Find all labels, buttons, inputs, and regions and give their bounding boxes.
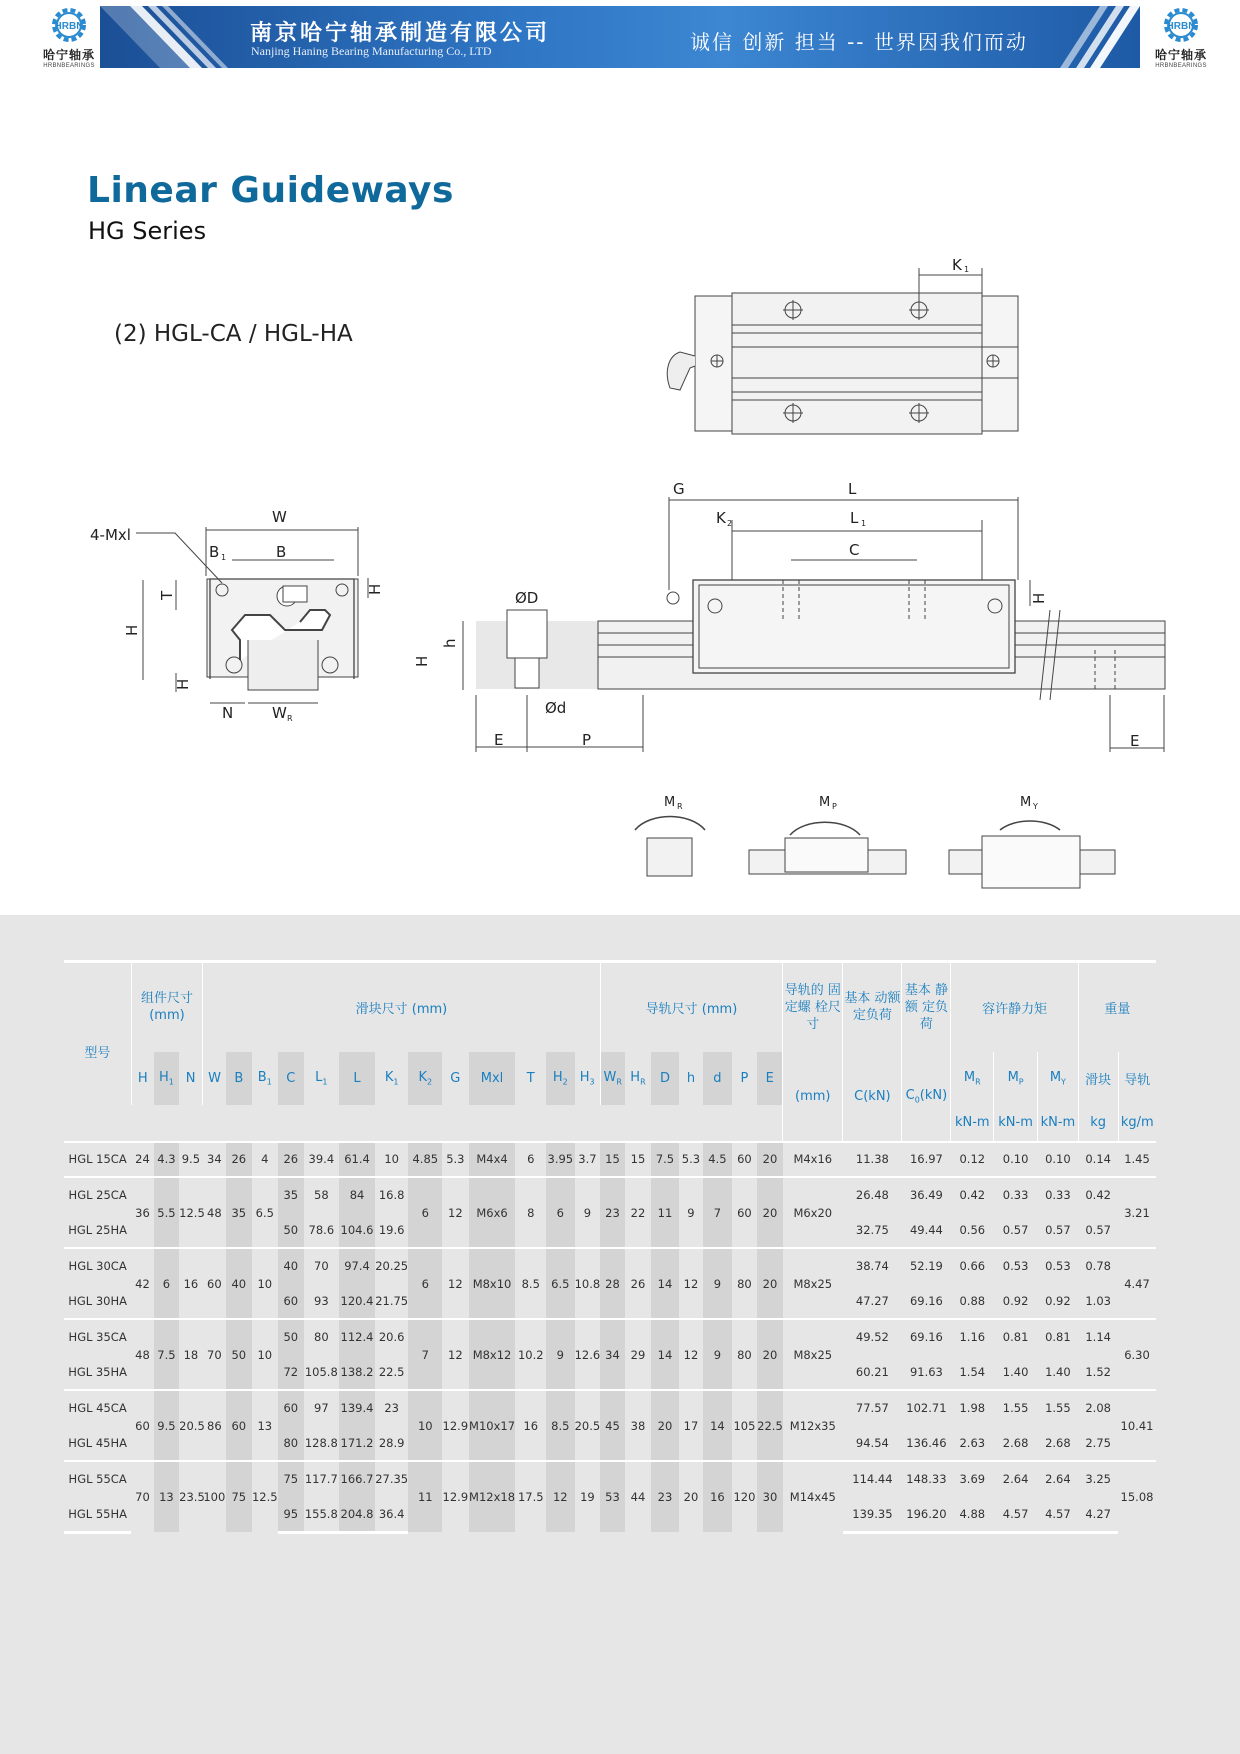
svg-text:1: 1 [861,519,867,528]
svg-text:Y: Y [1033,802,1038,811]
label-my: M [1020,795,1032,810]
gear-logo-icon [1159,5,1203,45]
label-l1: L [850,509,859,527]
end-view [90,508,384,723]
group-weight: 重量 [1078,962,1156,1052]
svg-text:1: 1 [964,265,970,274]
label-e: E [494,731,504,749]
table-row: HGL 45HA 80 128.8 171.2 28.9 94.54 136.46 2.63 2.68 2.68 2.75 [64,1426,1156,1462]
svg-text:R: R [677,802,683,811]
top-view [667,256,1018,434]
label-k1: K [952,256,962,274]
group-assembly: 组件尺寸 (mm) [131,962,202,1052]
label-p: P [582,731,592,749]
svg-text:HRBN: HRBN [1166,21,1196,32]
company-name-cn: 南京哈宁轴承制造有限公司 [250,20,551,46]
label-b1: B [209,543,220,561]
label-k2: K [716,509,726,527]
label-l: L [848,480,857,498]
label-e-rail: E [1130,732,1140,750]
banner-stripes-right [1060,6,1140,68]
label-d: Ød [545,699,567,717]
group-bolt: 导轨的 固定螺 栓尺寸 [783,962,843,1052]
label-c: C [849,541,860,559]
group-block: 滑块尺寸 (mm) [203,962,601,1052]
label-4-mxl: 4-Mxl [90,526,131,544]
logo-sub: HRBNBEARINGS [43,63,95,69]
group-dynamic: 基本 动额 定负荷 [843,962,902,1052]
logo-brand: 哈宁轴承 [1154,48,1207,62]
label-hr: H [413,655,431,667]
table-row: HGL 35HA 72 105.8 138.2 22.5 60.21 91.63 1.54 1.40 1.40 1.52 [64,1355,1156,1391]
logo-brand: 哈宁轴承 [42,48,95,62]
header-banner [100,6,1140,68]
label-h-small: h [441,638,459,648]
label-w: W [272,508,287,526]
label-mp: M [819,795,831,810]
table-row: HGL 30CA 42 6 16 60 40 10 40 70 97.4 20.25 6 12 M8x10 8.5 6.5 10.8 28 26 14 12 9 80 20 M8x25 38.74 52.19 0.66 0.53 0.53 0.78 4.47 [64,1248,1156,1284]
svg-text:2: 2 [727,519,733,528]
spec-table: 型号 组件尺寸 (mm) 滑块尺寸 (mm) 导轨尺寸 (mm) 导轨的 固定螺 栓尺寸 基本 动额 定负荷 基本 静额 定负荷 容许静力矩 重量 H $H_1$ N W B $B_1$ C $L_1$ L $K_1$ $K_2$ G Mxl T $H_2$ $H_3$ $W_R$ $H_R$ D h d P E (mm) C(kN) $C_0(kN)$ $M_R$ $M_P$ $M_Y$ 滑块 导轨 kN-m kN-m kN-m kg kg/m HGL 15CA 24 4.3 9.5 34 26 4 26 39.4 61.4 10 4.85 5.3 M4x4 6 3.95 3.7 15 15 7.5 5.3 4.5 60 20 M4x16 11.38 16.97 0.12 0.10 0.10 0.14 1.45 HGL 25CA 36 5.5 12.5 48 35 6.5 35 58 84 16.8 6 12 M6x6 8 6 9 23 22 11 9 7 60 20 M6x20 26.48 36.49 0.42 0.33 0.33 0.42 3.21 HGL 25HA 50 78.6 104.6 19.6 32.75 49.44 0.56 0.57 0.57 0.57 HGL 30CA 42 6 16 60 40 10 40 70 97.4 20.25 6 12 M8x10 8.5 6.5 10.8 28 26 14 12 9 80 20 M8x25 38.74 52.19 0.66 0.53 0.53 0.78 4.47 HGL 30HA 60 93 120.4 21.75 47.27 69.16 0.88 0.92 0.92 1.03 HGL 35CA 48 7.5 18 70 50 10 50 80 112.4 20.6 7 12 M8x12 10.2 9 12.6 34 29 14 12 9 80 20 M8x25 49.52 69.16 1.16 0.81 0.81 1.14 6.30 HGL 35HA 72 105.8 138.2 22.5 60.21 91.63 1.54 1.40 1.40 1.52 HGL 45CA 60 9.5 20.5 86 60 13 60 97 139.4 23 10 12.9 M10x17 16 8.5 20.5 45 38 20 17 14 105 22.5 M12x35 77.57 102.71 1.98 1.55 1.55 2.08 10.41 HGL 45HA 80 128.8 171.2 28.9 94.54 136.46 2.63 2.68 2.68 2.75 HGL 55CA 70 13 23.5 100 75 12.5 75 117.7 166.7 27.35 11 12.9 M12x18 17.5 12 19 53 44 23 20 16 120 30 M14x45 114.44 148.33 3.69 2.64 2.64 3.25 15.08 HGL 55HA 95 155.8 204.8 36.4 139.35 196.20 4.88 4.57 4.57 4.27 [64,960,1156,1534]
col-model: 型号 [64,962,131,1142]
technical-drawing [0,240,1240,900]
slogan: 诚信 创新 担当 -- 世界因我们而动 [690,30,1028,54]
model-heading: (2) HGL-CA / HGL-HA [114,321,353,347]
company-logo-left [34,5,104,69]
table-row: HGL 45CA 60 9.5 20.5 86 60 13 60 97 139.4 23 10 12.9 M10x17 16 8.5 20.5 45 38 20 17 14 105 22.5 M12x35 77.57 102.71 1.98 1.55 1.55 2.08 10.41 [64,1390,1156,1426]
table-row: HGL 25HA 50 78.6 104.6 19.6 32.75 49.44 0.56 0.57 0.57 0.57 [64,1213,1156,1249]
page-subtitle: HG Series [88,217,207,245]
group-rail: 导轨尺寸 (mm) [600,962,782,1052]
group-moment: 容许静力矩 [951,962,1078,1052]
table-row: HGL 25CA 36 5.5 12.5 48 35 6.5 35 58 84 16.8 6 12 M6x6 8 6 9 23 22 11 9 7 60 20 M6x20 26.48 36.49 0.42 0.33 0.33 0.42 3.21 [64,1177,1156,1213]
label-od: ØD [515,589,539,607]
company-logo-right [1146,5,1216,69]
table-row: HGL 55HA 95 155.8 204.8 36.4 139.35 196.20 4.88 4.57 4.57 4.27 [64,1497,1156,1533]
label-h2: H [366,583,384,595]
company-name-en: Nanjing Haning Bearing Manufacturing Co., LTD [251,44,492,58]
label-h1: H [174,678,192,690]
table-row: HGL 35CA 48 7.5 18 70 50 10 50 80 112.4 20.6 7 12 M8x12 10.2 9 12.6 34 29 14 12 9 80 20 M8x25 49.52 69.16 1.16 0.81 0.81 1.14 6.30 [64,1319,1156,1355]
label-g: G [673,480,685,498]
moment-icons [635,795,1115,888]
svg-text:R: R [287,714,293,723]
svg-text:P: P [832,802,837,811]
table-row: HGL 15CA 24 4.3 9.5 34 26 4 26 39.4 61.4 10 4.85 5.3 M4x4 6 3.95 3.7 15 15 7.5 5.3 4.5 60 20 M4x16 11.38 16.97 0.12 0.10 0.10 0.14 1.45 [64,1142,1156,1178]
logo-sub: HRBNBEARINGS [1155,63,1207,69]
label-t: T [158,590,176,600]
gear-logo-icon [47,5,91,45]
label-mr: M [664,795,676,810]
label-h3: H [1030,592,1048,604]
svg-text:HRBN: HRBN [54,21,84,32]
page-title: Linear Guideways [87,170,454,211]
table-row: HGL 30HA 60 93 120.4 21.75 47.27 69.16 0.88 0.92 0.92 1.03 [64,1284,1156,1320]
side-view [413,480,1165,752]
label-n: N [222,704,234,722]
label-h: H [123,624,141,636]
table-row: HGL 55CA 70 13 23.5 100 75 12.5 75 117.7 166.7 27.35 11 12.9 M12x18 17.5 12 19 53 44 23 20 16 120 30 M14x45 114.44 148.33 3.69 2.64 2.64 3.25 15.08 [64,1461,1156,1497]
group-static: 基本 静额 定负荷 [902,962,951,1052]
svg-text:1: 1 [221,553,227,562]
label-b: B [276,543,287,561]
label-wr: W [272,704,287,722]
banner-stripes-left [100,6,250,68]
